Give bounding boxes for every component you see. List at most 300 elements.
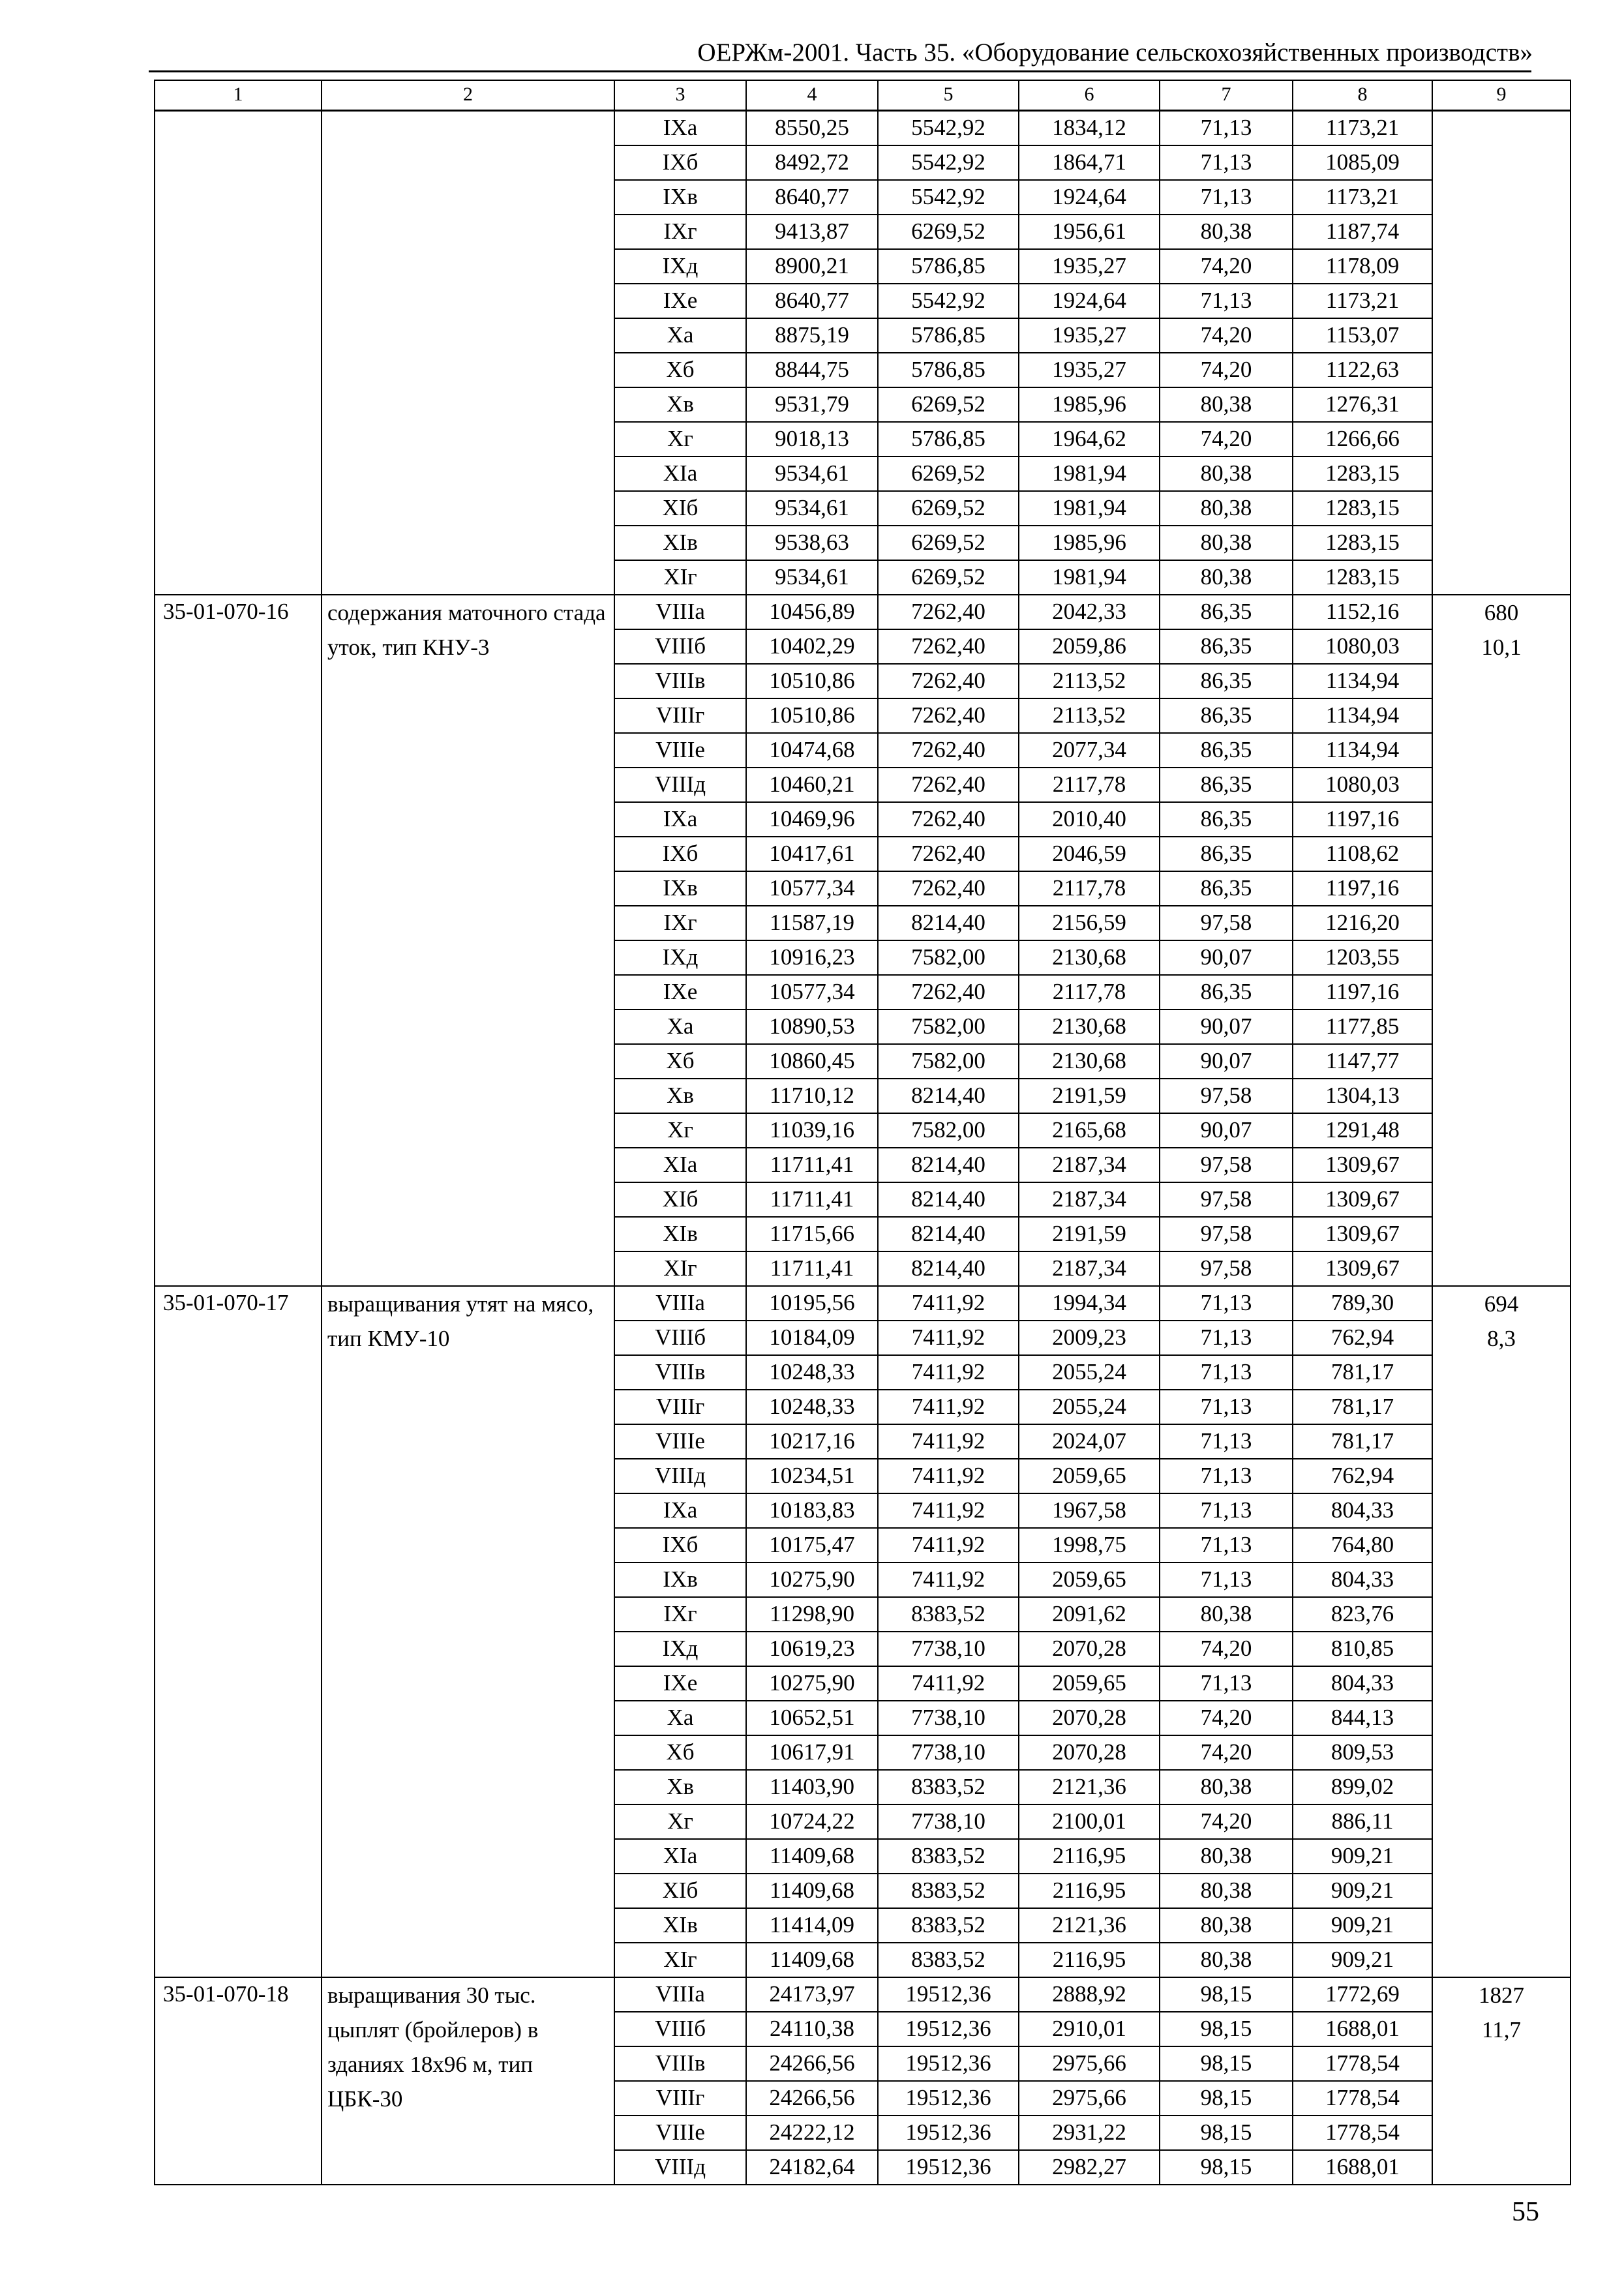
climate-zone: VIIIа [614,1286,746,1321]
value-col-4: 24222,12 [746,2116,878,2150]
climate-zone: IXг [614,906,746,940]
table-row [155,111,1571,146]
climate-zone: VIIIе [614,1424,746,1459]
climate-zone: VIIIв [614,1355,746,1390]
climate-zone: Xг [614,1113,746,1148]
climate-zone: XIб [614,1874,746,1908]
value-col-6: 2010,40 [1019,802,1160,837]
value-col-6: 2091,62 [1019,1597,1160,1632]
value-col-8: 781,17 [1293,1424,1432,1459]
value-col-4: 11039,16 [746,1113,878,1148]
value-col-5: 7582,00 [878,1113,1019,1148]
climate-zone: Xг [614,422,746,456]
value-col-7: 98,15 [1160,2046,1293,2081]
climate-zone: XIг [614,1943,746,1977]
climate-zone: VIIIг [614,1390,746,1424]
value-col-8: 1197,16 [1293,802,1432,837]
header-rule [149,70,1531,72]
value-col-6: 1985,96 [1019,526,1160,560]
value-col-5: 7411,92 [878,1666,1019,1701]
value-col-8: 1153,07 [1293,318,1432,353]
climate-zone: Xб [614,1735,746,1770]
value-col-6: 1924,64 [1019,284,1160,318]
climate-zone: VIIIа [614,595,746,629]
value-col-5: 7262,40 [878,664,1019,698]
climate-zone: IXа [614,1493,746,1528]
value-col-5: 5786,85 [878,353,1019,387]
value-col-4: 24266,56 [746,2046,878,2081]
value-col-4: 10619,23 [746,1632,878,1666]
climate-zone: VIIIб [614,2012,746,2046]
value-col-8: 1772,69 [1293,1977,1432,2012]
climate-zone: Xб [614,1044,746,1079]
column-number: 7 [1160,80,1293,111]
value-col-7: 71,13 [1160,1493,1293,1528]
value-col-7: 97,58 [1160,1182,1293,1217]
value-col-4: 11711,41 [746,1148,878,1182]
value-col-4: 10460,21 [746,768,878,802]
value-col-4: 8640,77 [746,284,878,318]
value-col-5: 7738,10 [878,1735,1019,1770]
climate-zone: XIг [614,560,746,595]
value-col-7: 98,15 [1160,2150,1293,2185]
value-col-4: 10724,22 [746,1804,878,1839]
position-description [322,111,614,595]
value-col-8: 1173,21 [1293,180,1432,215]
value-col-5: 8214,40 [878,1251,1019,1286]
value-col-8: 823,76 [1293,1597,1432,1632]
column-9-values [1432,1286,1571,1977]
value-col-4: 10456,89 [746,595,878,629]
value-col-5: 7411,92 [878,1493,1019,1528]
value-col-8: 1216,20 [1293,906,1432,940]
value-col-4: 9534,61 [746,456,878,491]
value-col-7: 86,35 [1160,975,1293,1010]
value-col-5: 8214,40 [878,1148,1019,1182]
climate-zone: IXа [614,111,746,146]
value-col-5: 6269,52 [878,526,1019,560]
price-table-body [155,80,1571,2185]
value-col-6: 1981,94 [1019,456,1160,491]
value-col-5: 5542,92 [878,284,1019,318]
climate-zone: XIв [614,526,746,560]
value-col-7: 86,35 [1160,733,1293,768]
value-col-7: 71,13 [1160,1563,1293,1597]
value-col-4: 11409,68 [746,1943,878,1977]
value-col-8: 1197,16 [1293,975,1432,1010]
climate-zone: IXв [614,871,746,906]
value-col-5: 19512,36 [878,2046,1019,2081]
climate-zone: IXа [614,802,746,837]
column-number: 6 [1019,80,1160,111]
value-col-5: 7411,92 [878,1286,1019,1321]
running-header: ОЕРЖм-2001. Часть 35. «Оборудование сельскохозяйственных производств» [697,38,1533,67]
value-col-5: 8383,52 [878,1943,1019,1977]
climate-zone: Xа [614,1010,746,1044]
value-col-7: 97,58 [1160,1079,1293,1113]
value-col-8: 909,21 [1293,1943,1432,1977]
value-col-8: 1778,54 [1293,2081,1432,2116]
column-number: 4 [746,80,878,111]
climate-zone: IXг [614,1597,746,1632]
position-code: 35-01-070-18 [155,1977,322,2185]
climate-zone: VIIIа [614,1977,746,2012]
value-col-4: 24110,38 [746,2012,878,2046]
value-col-4: 10417,61 [746,837,878,871]
value-col-8: 1173,21 [1293,111,1432,146]
value-col-8: 1134,94 [1293,698,1432,733]
value-col-5: 7411,92 [878,1459,1019,1493]
value-col-5: 7738,10 [878,1804,1019,1839]
value-col-5: 6269,52 [878,560,1019,595]
value-col-6: 1981,94 [1019,560,1160,595]
climate-zone: IXд [614,940,746,975]
value-col-4: 10469,96 [746,802,878,837]
value-col-8: 1177,85 [1293,1010,1432,1044]
value-col-4: 24266,56 [746,2081,878,2116]
climate-zone: VIIIе [614,2116,746,2150]
climate-zone: XIа [614,1148,746,1182]
value-col-5: 5542,92 [878,145,1019,180]
position-description: выращивания 30 тыс. цыплят (бройлеров) в зданиях 18х96 м, тип ЦБК-30 [322,1977,614,2185]
value-col-4: 10184,09 [746,1321,878,1355]
value-col-7: 71,13 [1160,1666,1293,1701]
table-row [155,1977,1571,2012]
value-col-5: 5542,92 [878,111,1019,146]
climate-zone: IXб [614,145,746,180]
climate-zone: Xа [614,318,746,353]
value-col-8: 764,80 [1293,1528,1432,1563]
value-col-4: 10577,34 [746,871,878,906]
value-col-4: 10577,34 [746,975,878,1010]
climate-zone: VIIIб [614,1321,746,1355]
value-col-5: 7262,40 [878,629,1019,664]
column-9-value: 694 [1484,1291,1519,1317]
value-col-7: 71,13 [1160,145,1293,180]
value-col-7: 97,58 [1160,1217,1293,1251]
value-col-6: 1935,27 [1019,318,1160,353]
value-col-5: 6269,52 [878,387,1019,422]
value-col-4: 8844,75 [746,353,878,387]
value-col-6: 2009,23 [1019,1321,1160,1355]
value-col-4: 11414,09 [746,1908,878,1943]
value-col-6: 2100,01 [1019,1804,1160,1839]
value-col-4: 10248,33 [746,1390,878,1424]
value-col-8: 1187,74 [1293,215,1432,249]
value-col-4: 10275,90 [746,1666,878,1701]
column-9-values [1432,1977,1571,2185]
value-col-8: 899,02 [1293,1770,1432,1804]
value-col-6: 2187,34 [1019,1251,1160,1286]
value-col-7: 90,07 [1160,1044,1293,1079]
value-col-5: 7262,40 [878,768,1019,802]
value-col-8: 1085,09 [1293,145,1432,180]
value-col-7: 74,20 [1160,1735,1293,1770]
value-col-8: 909,21 [1293,1908,1432,1943]
value-col-7: 90,07 [1160,1010,1293,1044]
column-number: 9 [1432,80,1571,111]
value-col-4: 8640,77 [746,180,878,215]
value-col-7: 74,20 [1160,1701,1293,1735]
value-col-6: 1924,64 [1019,180,1160,215]
value-col-6: 1998,75 [1019,1528,1160,1563]
value-col-4: 24173,97 [746,1977,878,2012]
value-col-8: 1283,15 [1293,526,1432,560]
value-col-7: 71,13 [1160,1321,1293,1355]
value-col-8: 1778,54 [1293,2046,1432,2081]
value-col-7: 86,35 [1160,837,1293,871]
value-col-7: 71,13 [1160,111,1293,146]
value-col-8: 1173,21 [1293,284,1432,318]
position-code [155,111,322,595]
climate-zone: XIв [614,1908,746,1943]
value-col-6: 2046,59 [1019,837,1160,871]
value-col-7: 74,20 [1160,353,1293,387]
value-col-8: 1134,94 [1293,664,1432,698]
climate-zone: IXе [614,284,746,318]
value-col-4: 9413,87 [746,215,878,249]
value-col-6: 1956,61 [1019,215,1160,249]
value-col-5: 19512,36 [878,2150,1019,2185]
climate-zone: VIIIг [614,2081,746,2116]
value-col-4: 11298,90 [746,1597,878,1632]
value-col-7: 74,20 [1160,318,1293,353]
value-col-6: 2024,07 [1019,1424,1160,1459]
value-col-4: 8875,19 [746,318,878,353]
value-col-4: 9018,13 [746,422,878,456]
value-col-5: 19512,36 [878,2012,1019,2046]
value-col-7: 74,20 [1160,1804,1293,1839]
value-col-4: 10217,16 [746,1424,878,1459]
value-col-4: 9534,61 [746,491,878,526]
value-col-7: 71,13 [1160,284,1293,318]
value-col-5: 8214,40 [878,1079,1019,1113]
value-col-6: 2042,33 [1019,595,1160,629]
value-col-5: 8383,52 [878,1770,1019,1804]
value-col-4: 11409,68 [746,1839,878,1874]
value-col-7: 71,13 [1160,1528,1293,1563]
value-col-6: 2059,65 [1019,1563,1160,1597]
value-col-6: 2187,34 [1019,1148,1160,1182]
value-col-8: 804,33 [1293,1493,1432,1528]
value-col-4: 10890,53 [746,1010,878,1044]
climate-zone: Xв [614,1770,746,1804]
value-col-8: 1778,54 [1293,2116,1432,2150]
climate-zone: XIб [614,1182,746,1217]
value-col-6: 2156,59 [1019,906,1160,940]
climate-zone: IXе [614,975,746,1010]
value-col-4: 10860,45 [746,1044,878,1079]
value-col-8: 1283,15 [1293,560,1432,595]
value-col-6: 2113,52 [1019,664,1160,698]
position-code: 35-01-070-16 [155,595,322,1286]
value-col-8: 1178,09 [1293,249,1432,284]
value-col-8: 844,13 [1293,1701,1432,1735]
value-col-6: 2130,68 [1019,940,1160,975]
value-col-7: 80,38 [1160,215,1293,249]
value-col-4: 10916,23 [746,940,878,975]
column-9-values [1432,595,1571,1286]
value-col-8: 762,94 [1293,1459,1432,1493]
climate-zone: IXб [614,837,746,871]
value-col-4: 9534,61 [746,560,878,595]
value-col-6: 2116,95 [1019,1839,1160,1874]
value-col-6: 2055,24 [1019,1390,1160,1424]
value-col-8: 1291,48 [1293,1113,1432,1148]
value-col-8: 810,85 [1293,1632,1432,1666]
value-col-7: 80,38 [1160,387,1293,422]
value-col-7: 80,38 [1160,1943,1293,1977]
value-col-6: 1981,94 [1019,491,1160,526]
value-col-4: 8492,72 [746,145,878,180]
value-col-8: 781,17 [1293,1390,1432,1424]
climate-zone: VIIIд [614,768,746,802]
value-col-4: 11409,68 [746,1874,878,1908]
value-col-7: 74,20 [1160,249,1293,284]
value-col-7: 80,38 [1160,560,1293,595]
value-col-5: 7262,40 [878,837,1019,871]
value-col-7: 97,58 [1160,1251,1293,1286]
value-col-7: 71,13 [1160,1459,1293,1493]
value-col-4: 11710,12 [746,1079,878,1113]
value-col-5: 8214,40 [878,1182,1019,1217]
value-col-4: 10248,33 [746,1355,878,1390]
page-number: 55 [1512,2197,1539,2227]
value-col-7: 86,35 [1160,768,1293,802]
value-col-4: 9531,79 [746,387,878,422]
value-col-4: 9538,63 [746,526,878,560]
value-col-8: 1197,16 [1293,871,1432,906]
climate-zone: VIIIв [614,664,746,698]
value-col-5: 19512,36 [878,1977,1019,2012]
value-col-5: 7262,40 [878,802,1019,837]
value-col-6: 2117,78 [1019,768,1160,802]
value-col-8: 804,33 [1293,1666,1432,1701]
value-col-8: 809,53 [1293,1735,1432,1770]
value-col-5: 7262,40 [878,975,1019,1010]
value-col-8: 1309,67 [1293,1217,1432,1251]
column-number: 1 [155,80,322,111]
value-col-8: 1152,16 [1293,595,1432,629]
value-col-5: 7738,10 [878,1632,1019,1666]
column-9-value: 10,1 [1481,635,1522,660]
value-col-8: 1688,01 [1293,2150,1432,2185]
value-col-5: 7582,00 [878,1044,1019,1079]
value-col-4: 10195,56 [746,1286,878,1321]
value-col-6: 2187,34 [1019,1182,1160,1217]
climate-zone: IXд [614,1632,746,1666]
value-col-6: 1864,71 [1019,145,1160,180]
value-col-5: 8214,40 [878,1217,1019,1251]
value-col-7: 98,15 [1160,2081,1293,2116]
value-col-7: 86,35 [1160,802,1293,837]
value-col-5: 7582,00 [878,1010,1019,1044]
column-9-value: 1827 [1479,1982,1524,2008]
value-col-5: 7411,92 [878,1355,1019,1390]
value-col-7: 80,38 [1160,1908,1293,1943]
value-col-7: 98,15 [1160,2012,1293,2046]
table-row [155,1286,1571,1321]
value-col-6: 2117,78 [1019,975,1160,1010]
value-col-7: 86,35 [1160,664,1293,698]
value-col-6: 2121,36 [1019,1770,1160,1804]
value-col-7: 71,13 [1160,1424,1293,1459]
value-col-7: 86,35 [1160,595,1293,629]
value-col-5: 7411,92 [878,1424,1019,1459]
value-col-5: 7262,40 [878,733,1019,768]
value-col-4: 10617,91 [746,1735,878,1770]
value-col-4: 10510,86 [746,698,878,733]
value-col-5: 7411,92 [878,1563,1019,1597]
value-col-5: 7411,92 [878,1390,1019,1424]
climate-zone: Xв [614,1079,746,1113]
value-col-8: 1108,62 [1293,837,1432,871]
climate-zone: Xб [614,353,746,387]
climate-zone: XIг [614,1251,746,1286]
climate-zone: VIIIв [614,2046,746,2081]
value-col-4: 10510,86 [746,664,878,698]
climate-zone: XIа [614,1839,746,1874]
value-col-7: 80,38 [1160,1839,1293,1874]
value-col-6: 2113,52 [1019,698,1160,733]
column-number: 2 [322,80,614,111]
value-col-5: 7582,00 [878,940,1019,975]
value-col-5: 6269,52 [878,456,1019,491]
value-col-5: 5786,85 [878,422,1019,456]
value-col-5: 6269,52 [878,491,1019,526]
value-col-8: 781,17 [1293,1355,1432,1390]
climate-zone: VIIIд [614,2150,746,2185]
climate-zone: VIIIб [614,629,746,664]
value-col-8: 1122,63 [1293,353,1432,387]
climate-zone: IXд [614,249,746,284]
climate-zone: IXв [614,180,746,215]
value-col-6: 2975,66 [1019,2081,1160,2116]
climate-zone: VIIIе [614,733,746,768]
value-col-4: 11715,66 [746,1217,878,1251]
value-col-7: 71,13 [1160,1390,1293,1424]
value-col-6: 2059,86 [1019,629,1160,664]
value-col-5: 6269,52 [878,215,1019,249]
value-col-6: 2055,24 [1019,1355,1160,1390]
climate-zone: XIа [614,456,746,491]
value-col-4: 8900,21 [746,249,878,284]
value-col-6: 1985,96 [1019,387,1160,422]
value-col-5: 8383,52 [878,1839,1019,1874]
value-col-8: 1203,55 [1293,940,1432,975]
value-col-6: 1935,27 [1019,249,1160,284]
value-col-6: 2130,68 [1019,1044,1160,1079]
value-col-5: 8214,40 [878,906,1019,940]
value-col-6: 2070,28 [1019,1632,1160,1666]
value-col-6: 2191,59 [1019,1079,1160,1113]
column-number-row [155,80,1571,111]
value-col-4: 10652,51 [746,1701,878,1735]
column-9-value: 680 [1484,600,1519,625]
climate-zone: IXв [614,1563,746,1597]
value-col-7: 74,20 [1160,1632,1293,1666]
value-col-6: 2982,27 [1019,2150,1160,2185]
value-col-8: 1283,15 [1293,491,1432,526]
value-col-4: 11711,41 [746,1251,878,1286]
value-col-7: 86,35 [1160,629,1293,664]
value-col-4: 10183,83 [746,1493,878,1528]
value-col-7: 90,07 [1160,1113,1293,1148]
value-col-6: 2070,28 [1019,1735,1160,1770]
climate-zone: VIIIд [614,1459,746,1493]
value-col-8: 1309,67 [1293,1148,1432,1182]
value-col-7: 90,07 [1160,940,1293,975]
